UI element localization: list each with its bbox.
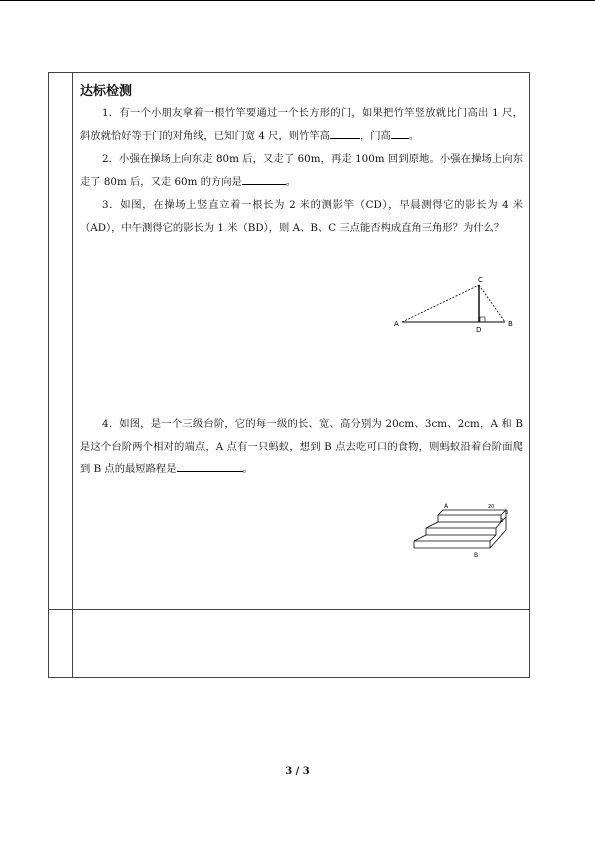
top-rule: [0, 0, 595, 1]
staircase-figure: [408, 500, 514, 562]
label-height: 2: [500, 518, 504, 524]
q3-text: 3．如图，在操场上竖直立着一根长为 2 米的测影竿（CD），早晨测得它的影长为 4 米（AD），中午测得它的影长为 1 米（BD），则 A、B、C 三点能否构成直角三角形？为什么？: [80, 199, 523, 234]
segment-cb: [479, 285, 505, 322]
label-length: 20: [488, 504, 495, 510]
q1-end: 。: [408, 129, 420, 142]
label-c: C: [478, 276, 483, 284]
q1-answer-blank-2[interactable]: [391, 127, 409, 139]
step-top-tread: [438, 510, 509, 516]
question-2: [80, 148, 523, 193]
question-3: [80, 194, 523, 239]
table-left-column-divider: [72, 72, 73, 678]
q2-text: 2．小强在操场上向东走 80m 后，又走了 60m，再走 100m 回到原地。小强在操场上向东走了 80m 后，又走 60m 的方向是: [80, 153, 523, 188]
q1-answer-blank-1[interactable]: [330, 127, 360, 139]
table-row-divider: [48, 609, 530, 610]
q1-text: 1．有一个小朋友拿着一根竹竿要通过一个长方形的门，如果把竹竿竖放就比门高出 1 尺，斜放就恰好等于门的对角线，已知门宽 4 尺，则竹竿高: [80, 107, 523, 142]
q4-text: 4．如图，是一个三级台阶，它的每一级的长、宽、高分别为 20cm、3cm、2cm，A 和 B 是这个台阶两个相对的端点，A 点有一只蚂蚁，想到 B 点去吃可口的食物，则蚂蚁沿着台阶面爬到 B 点的最短路程是: [80, 418, 523, 475]
right-angle-mark: [480, 317, 485, 322]
question-1: [80, 102, 523, 147]
q4-end: 。: [242, 463, 253, 475]
label-b: B: [508, 320, 513, 328]
section-heading: 达标检测: [80, 84, 133, 99]
label-d: D: [476, 326, 482, 334]
q4-answer-blank[interactable]: [177, 460, 243, 472]
label-a: A: [444, 503, 449, 510]
label-width: 3: [505, 510, 509, 516]
shadow-triangle-figure: [392, 270, 522, 338]
page-number: 3 / 3: [285, 766, 310, 777]
label-a: A: [394, 320, 399, 328]
q2-answer-blank[interactable]: [242, 173, 286, 185]
question-4: [80, 413, 523, 481]
q2-end: 。: [285, 175, 297, 188]
segment-ac: [402, 285, 479, 322]
q1-separator: ，门高: [359, 129, 391, 142]
label-b: B: [474, 552, 479, 559]
